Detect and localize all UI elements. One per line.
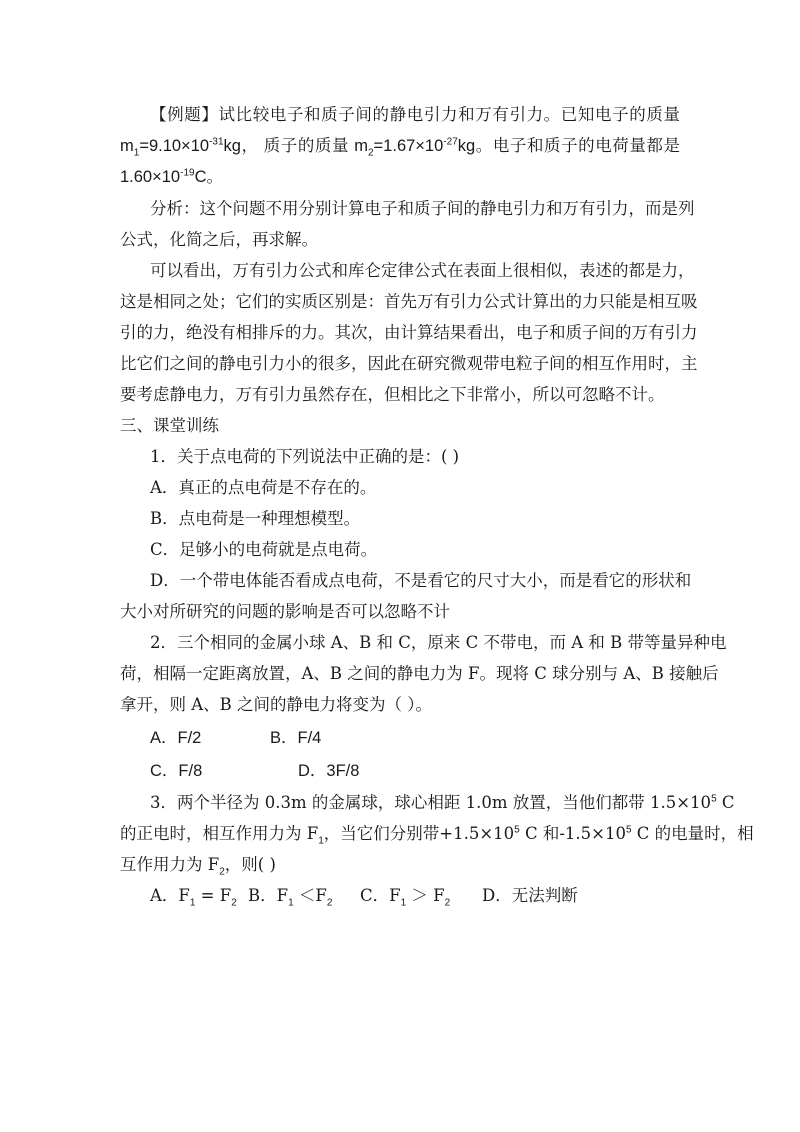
subscript: 2 — [367, 147, 374, 159]
text: ，当它们分别带+1.5×10 — [323, 824, 515, 843]
analysis-line-2: 公式，化简之后，再求解。 — [120, 230, 318, 249]
q2-option-d: D．3F/8 — [298, 762, 360, 780]
q3-option-a — [150, 885, 248, 907]
q2-stem-line-2: 荷，相隔一定距离放置，A、B 之间的静电力为 F。现将 C 球分别与 A、B 接触后 — [120, 664, 719, 683]
q3-stem-line-1 — [150, 792, 735, 814]
superscript: -19 — [180, 167, 195, 179]
discussion-line-5: 要考虑静电力，万有引力虽然存在，但相比之下非常小，所以可忽略不计。 — [120, 385, 665, 404]
discussion-line-3: 引的力，绝没有相排斥的力。其次，由计算结果看出，电子和质子间的万有引力 — [120, 323, 698, 342]
subscript: 2 — [219, 866, 225, 878]
text: ＞ F — [406, 886, 445, 905]
text: C．F — [360, 886, 401, 905]
section-title: 三、课堂训练 — [120, 416, 219, 435]
text: ，则( ) — [224, 855, 276, 874]
text: kg， 质子的质量 m — [223, 137, 368, 155]
text: 3．两个半径为 0.3m 的金属球，球心相距 1.0m 放置，当他们都带 1.5×10 — [150, 793, 712, 812]
subscript: 1 — [189, 897, 196, 909]
text: C 和-1.5×10 — [519, 824, 626, 843]
text: C — [716, 793, 735, 812]
q3-options-row — [150, 885, 680, 907]
q1-option-a: A．真正的点电荷是不存在的。 — [150, 478, 377, 497]
subscript: 1 — [133, 147, 140, 159]
text: C。 — [194, 168, 223, 186]
superscript: 5 — [711, 793, 717, 805]
q1-option-c: C．足够小的电荷就是点电荷。 — [150, 540, 378, 559]
q3-stem-line-3 — [120, 854, 680, 876]
text: 的正电时，相互作用力为 F — [120, 824, 319, 843]
text: ＜F — [293, 886, 327, 905]
superscript: -27 — [443, 136, 458, 148]
subscript: 1 — [318, 835, 324, 847]
superscript: 5 — [514, 824, 520, 836]
q1-stem: 1．关于点电荷的下列说法中正确的是：( ) — [150, 447, 460, 466]
text: m — [120, 137, 134, 155]
text: = F — [195, 886, 232, 905]
q2-option-c: C．F/8 — [150, 762, 203, 780]
superscript: 5 — [625, 824, 632, 836]
q2-stem-line-3: 拿开，则 A、B 之间的静电力将变为（ ）。 — [120, 695, 433, 714]
q2-stem-line-1: 2．三个相同的金属小球 A、B 和 C，原来 C 不带电，而 A 和 B 带等量异种电 — [150, 633, 727, 652]
q3-option-d: D．无法判断 — [482, 886, 578, 905]
subscript: 2 — [231, 897, 237, 909]
subscript: 1 — [288, 897, 294, 909]
analysis-line-1: 分析：这个问题不用分别计算电子和质子间的静电引力和万有引力，而是列 — [150, 199, 695, 218]
text: C 的电量时，相 — [631, 824, 754, 843]
q1-option-d-line-2: 大小对所研究的问题的影响是否可以忽略不计 — [120, 602, 450, 621]
example-line-2 — [120, 135, 680, 157]
q2-option-b: B．F/4 — [270, 729, 322, 747]
text: kg。电子和质子的电荷量都是 — [457, 137, 680, 155]
discussion-line-2: 这是相同之处；它们的实质区别是：首先万有引力公式计算出的力只能是相互吸 — [120, 292, 698, 311]
text: =9.10×10 — [139, 137, 210, 155]
discussion-line-1: 可以看出，万有引力公式和库仑定律公式在表面上很相似，表述的都是力， — [150, 261, 695, 280]
superscript: -31 — [209, 136, 224, 148]
example-line-3 — [120, 166, 680, 188]
subscript: 2 — [326, 897, 333, 909]
text: 互作用力为 F — [120, 855, 220, 874]
q1-option-b: B．点电荷是一种理想模型。 — [150, 509, 361, 528]
text: 1.60×10 — [120, 168, 181, 186]
example-line-1: 【例题】试比较电子和质子间的静电引力和万有引力。已知电子的质量 — [150, 105, 680, 124]
q3-stem-line-2 — [120, 823, 754, 847]
text: A．F — [150, 886, 190, 905]
text: B．F — [248, 886, 289, 905]
text: =1.67×10 — [373, 137, 444, 155]
q2-option-a: A．F/2 — [150, 729, 202, 747]
q3-option-b — [248, 885, 360, 907]
discussion-line-4: 比它们之间的静电引力小的很多，因此在研究微观带电粒子间的相互作用时，主 — [120, 354, 698, 373]
subscript: 2 — [444, 897, 451, 909]
q3-option-c — [360, 885, 482, 907]
q1-option-d-line-1: D．一个带电体能否看成点电荷，不是看它的尺寸大小，而是看它的形状和 — [150, 571, 692, 590]
subscript: 1 — [400, 897, 407, 909]
